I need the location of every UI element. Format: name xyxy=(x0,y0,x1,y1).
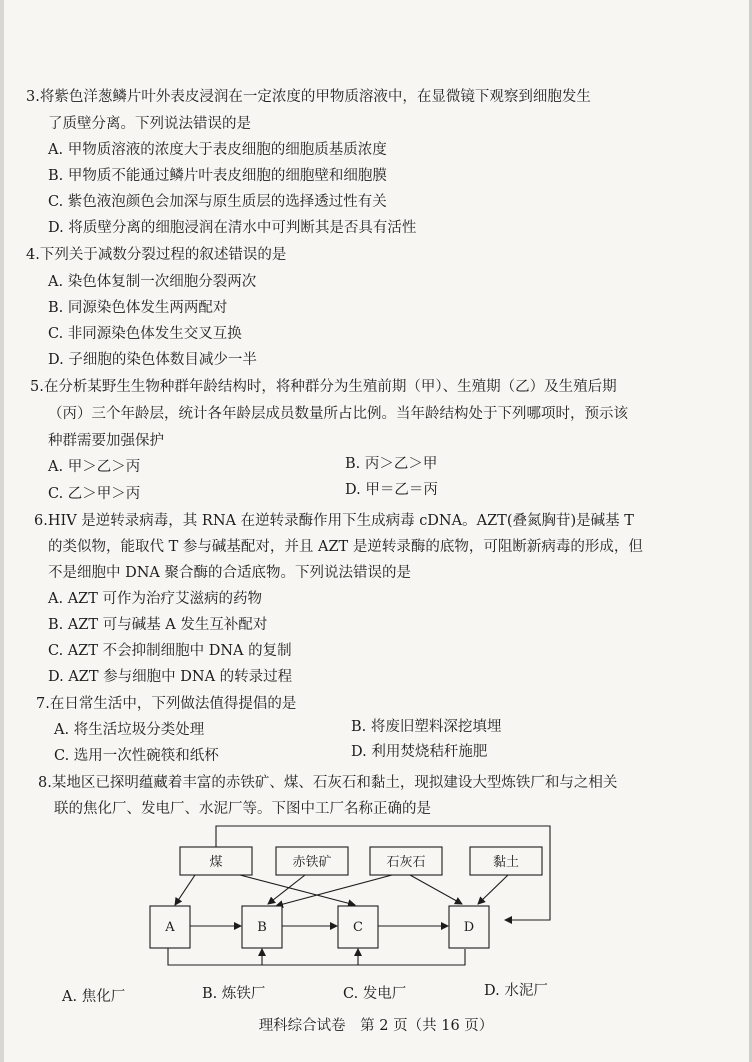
q6-stem-line1: 6.HIV 是逆转录病毒，其 RNA 在逆转录酶作用下生成病毒 cDNA。AZT(叠氮胸苷)是碱基 T xyxy=(34,513,634,529)
edge-clay-d xyxy=(478,875,508,904)
q3-stem-line1: 3.将紫色洋葱鳞片叶外表皮浸润在一定浓度的甲物质溶液中，在显微镜下观察到细胞发生 xyxy=(26,89,591,105)
page-footer: 理科综合试卷 第 2 页（共 16 页） xyxy=(258,1018,494,1034)
label-limestone: 石灰石 xyxy=(386,855,426,870)
q8-option-b: B. 炼铁厂 xyxy=(202,986,266,1002)
q5-option-b: B. 丙＞乙＞甲 xyxy=(345,456,438,472)
factory-flow-diagram xyxy=(0,820,752,980)
q5-option-d: D. 甲＝乙＝丙 xyxy=(345,482,438,498)
q6-stem-line2: 的类似物，能取代 T 参与碱基配对，并且 AZT 是逆转录酶的底物，可阻断新病毒的形成，但 xyxy=(48,539,643,555)
q4-option-c: C. 非同源染色体发生交叉互换 xyxy=(48,326,242,342)
q3-option-a: A. 甲物质溶液的浓度大于表皮细胞的细胞质基质浓度 xyxy=(48,142,387,158)
q7-stem: 7.在日常生活中，下列做法值得提倡的是 xyxy=(36,696,297,712)
q5-option-a: A. 甲＞乙＞丙 xyxy=(48,459,141,475)
q3-option-d: D. 将质壁分离的细胞浸润在清水中可判断其是否具有活性 xyxy=(48,220,417,236)
label-plant-b: B xyxy=(257,920,267,935)
q4-stem: 4.下列关于减数分裂过程的叙述错误的是 xyxy=(26,247,287,263)
q7-option-c: C. 选用一次性碗筷和纸杯 xyxy=(54,748,219,764)
q7-option-b: B. 将废旧塑料深挖填埋 xyxy=(351,719,502,735)
label-coal: 煤 xyxy=(209,855,223,870)
edge-lime-d xyxy=(410,875,462,904)
q5-stem-line2: （丙）三个年龄层，统计各年龄层成员数量所占比例。当年龄结构处于下列哪项时，预示该 xyxy=(48,406,628,422)
q3-option-c: C. 紫色液泡颜色会加深与原生质层的选择透过性有关 xyxy=(48,194,387,210)
q4-option-b: B. 同源染色体发生两两配对 xyxy=(48,300,228,316)
q5-stem-line1: 5.在分析某野生生物种群年龄结构时，将种群分为生殖前期（甲）、生殖期（乙）及生殖后期 xyxy=(30,379,617,395)
q6-option-c: C. AZT 不会抑制细胞中 DNA 的复制 xyxy=(48,643,292,659)
q8-stem-line2: 联的焦化厂、发电厂、水泥厂等。下图中工厂名称正确的是 xyxy=(54,801,431,817)
label-iron-ore: 赤铁矿 xyxy=(292,855,332,870)
q8-option-a: A. 焦化厂 xyxy=(62,989,126,1005)
q4-option-a: A. 染色体复制一次细胞分裂两次 xyxy=(48,274,257,290)
edge-coal-a xyxy=(175,875,195,905)
q5-stem-line3: 种群需要加强保护 xyxy=(48,433,164,449)
edge-d-bottom xyxy=(168,948,465,965)
label-clay: 黏土 xyxy=(492,855,520,870)
q6-stem-line3: 不是细胞中 DNA 聚合酶的合适底物。下列说法错误的是 xyxy=(48,565,412,581)
q7-option-a: A. 将生活垃圾分类处理 xyxy=(54,722,205,738)
q8-stem-line1: 8.某地区已探明蕴藏着丰富的赤铁矿、煤、石灰石和黏土，现拟建设大型炼铁厂和与之相关 xyxy=(38,775,618,791)
label-plant-d: D xyxy=(463,920,475,935)
q6-option-d: D. AZT 参与细胞中 DNA 的转录过程 xyxy=(48,669,293,685)
q6-option-a: A. AZT 可作为治疗艾滋病的药物 xyxy=(48,591,263,607)
q3-option-b: B. 甲物质不能通过鳞片叶表皮细胞的细胞壁和细胞膜 xyxy=(48,168,387,184)
q8-option-d: D. 水泥厂 xyxy=(484,983,548,999)
label-plant-c: C xyxy=(353,920,363,935)
q3-stem-line2: 了质壁分离。下列说法错误的是 xyxy=(48,116,251,132)
q6-option-b: B. AZT 可与碱基 A 发生互补配对 xyxy=(48,617,268,633)
q4-option-d: D. 子细胞的染色体数目减少一半 xyxy=(48,352,257,368)
q7-option-d: D. 利用焚烧秸秆施肥 xyxy=(351,744,488,760)
label-plant-a: A xyxy=(165,920,175,935)
q8-option-c: C. 发电厂 xyxy=(343,986,407,1002)
q5-option-c: C. 乙＞甲＞丙 xyxy=(48,486,141,502)
edge-lime-b xyxy=(276,875,392,906)
